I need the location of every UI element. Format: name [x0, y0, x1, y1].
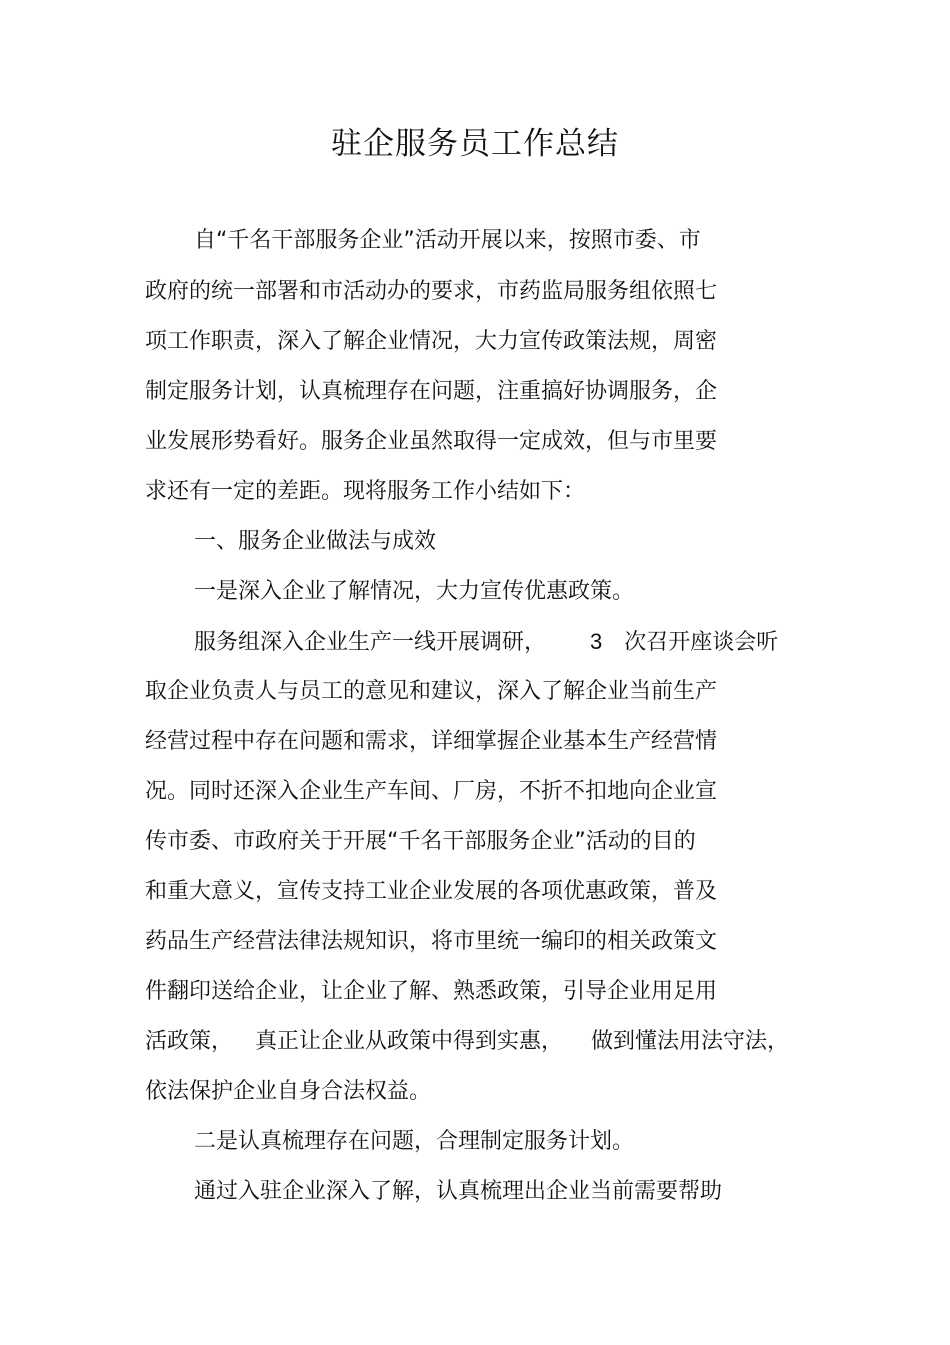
paragraph-line: 项工作职责，深入了解企业情况，大力宣传政策法规，周密 [145, 329, 718, 354]
line-segment: 次召开座谈会听 [624, 630, 779, 655]
line-segment: 服务组深入企业生产一线开展调研， [194, 630, 547, 655]
paragraph-line: 自“千名干部服务企业”活动开展以来，按照市委、市 [194, 228, 701, 253]
line-segment: 活政策， [145, 1029, 234, 1054]
paragraph-line: 药品生产经营法律法规知识，将市里统一编印的相关政策文 [145, 929, 718, 954]
paragraph-line [194, 626, 778, 658]
paragraph-line [145, 1026, 789, 1058]
paragraph-line: 取企业负责人与员工的意见和建议，深入了解企业当前生产 [145, 679, 718, 704]
paragraph-line: 通过入驻企业深入了解，认真梳理出企业当前需要帮助 [194, 1179, 723, 1204]
paragraph-line: 况。同时还深入企业生产车间、厂房，不折不扣地向企业宣 [145, 779, 718, 804]
paragraph-line: 业发展形势看好。服务企业虽然取得一定成效，但与市里要 [145, 429, 718, 454]
subsection-heading: 一是深入企业了解情况，大力宣传优惠政策。 [194, 579, 635, 604]
line-number-value: 3 [590, 629, 603, 654]
section-heading: 一、服务企业做法与成效 [194, 529, 437, 554]
paragraph-line: 政府的统一部署和市活动办的要求，市药监局服务组依照七 [145, 279, 718, 304]
paragraph-line: 求还有一定的差距。现将服务工作小结如下： [145, 479, 586, 504]
subsection-heading: 二是认真梳理存在问题，合理制定服务计划。 [194, 1129, 635, 1154]
line-segment: 做到懂法用法守法， [591, 1029, 790, 1054]
paragraph-line: 依法保护企业自身合法权益。 [145, 1079, 432, 1104]
line-segment: 真正让企业从政策中得到实惠， [255, 1029, 564, 1054]
paragraph-line: 制定服务计划，认真梳理存在问题，注重搞好协调服务，企 [145, 379, 718, 404]
document-title: 驻企服务员工作总结 [331, 126, 619, 162]
paragraph-line: 和重大意义，宣传支持工业企业发展的各项优惠政策，普及 [145, 879, 718, 904]
paragraph-line: 传市委、市政府关于开展“千名干部服务企业”活动的目的 [145, 829, 696, 854]
paragraph-line: 件翻印送给企业，让企业了解、熟悉政策，引导企业用足用 [145, 979, 718, 1004]
paragraph-line: 经营过程中存在问题和需求，详细掌握企业基本生产经营情 [145, 729, 718, 754]
